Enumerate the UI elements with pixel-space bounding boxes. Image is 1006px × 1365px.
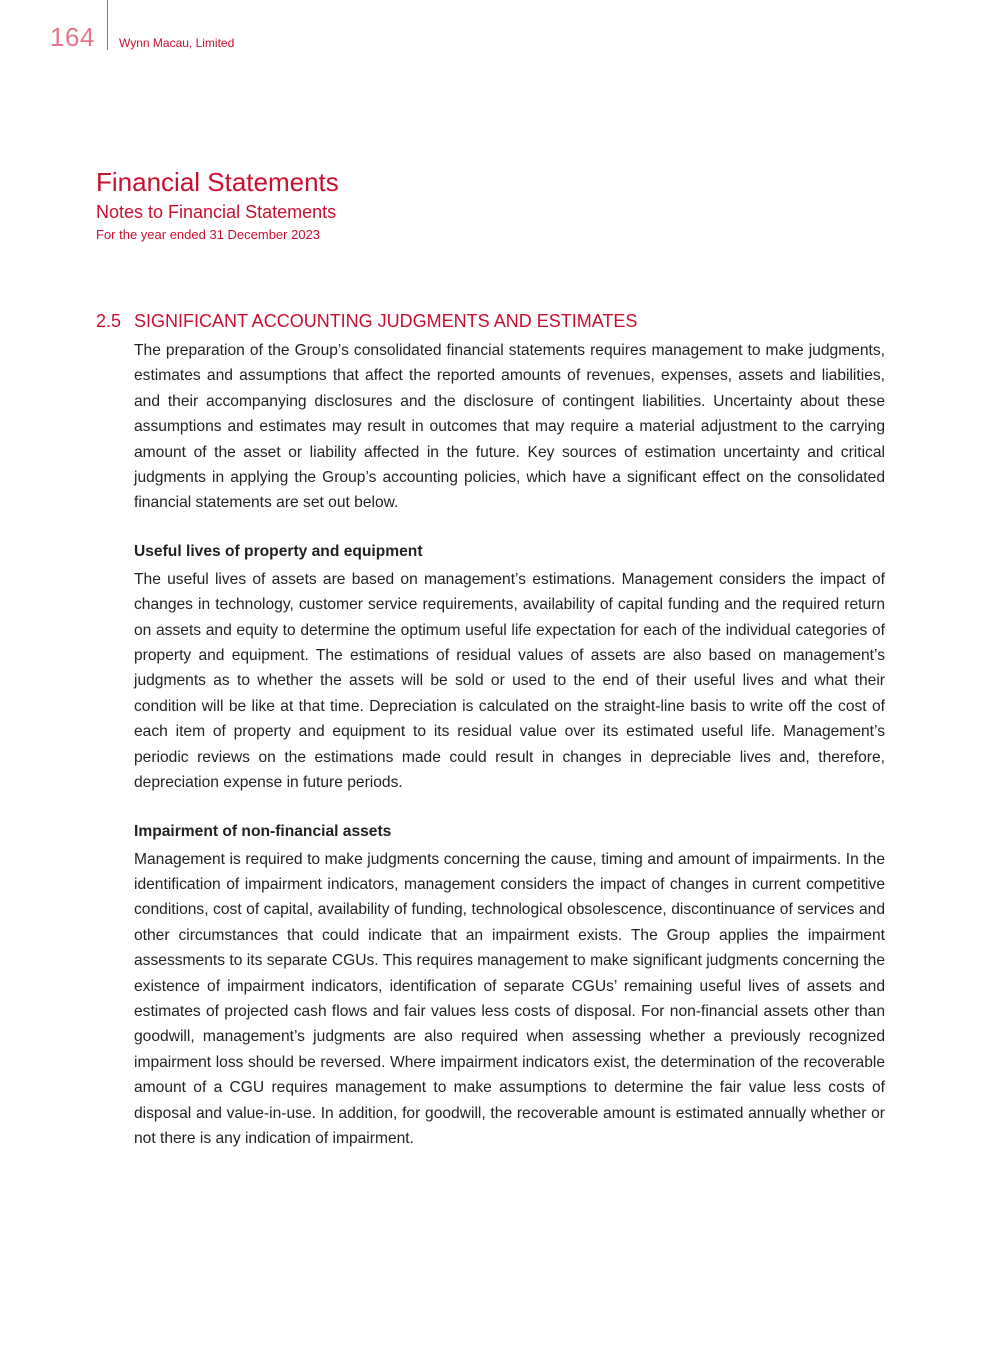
- section-2-5: [96, 310, 886, 1151]
- subheading-useful-lives: Useful lives of property and equipment: [134, 542, 423, 560]
- document-title: Financial Statements: [96, 167, 339, 197]
- paragraph-useful-lives: The useful lives of assets are based on management’s estimations. Management considers the impact of changes in technology, customer service requirements, availability of capital funding and the required return on assets and equity to determine the optimum useful life expectation for each of the individual categories of property and equipment. The estimations of residual values of assets are also based on management’s judgments as to whether the assets will be sold or used to the end of their useful lives and what their condition will be like at that time. Depreciation is calculated on the straight-line basis to write off the cost of each item of property and equipment to its residual value over its estimated useful life. Management’s periodic reviews on the estimations made could result in changes in depreciable lives and, therefore, depreciation expense in future periods.: [134, 570, 885, 792]
- header-divider: [107, 0, 108, 50]
- intro-paragraph: The preparation of the Group’s consolidated financial statements requires management to make judgments, estimates and assumptions that affect the reported amounts of revenues, expenses, assets and liabilities, and their accompanying disclosures and the disclosure of contingent liabilities. Uncertainty about these assumptions and estimates may result in outcomes that may require a material adjustment to the carrying amount of the asset or liability affected in the future. Key sources of estimation uncertainty and critical judgments in applying the Group’s accounting policies, which have a significant effect on the consolidated financial statements are set out below.: [134, 342, 885, 512]
- page-header: [0, 0, 1006, 60]
- section-heading: [96, 310, 886, 332]
- title-block: [96, 167, 696, 243]
- reporting-period: For the year ended 31 December 2023: [96, 227, 321, 242]
- section-number: 2.5: [96, 311, 122, 331]
- section-body: [134, 338, 885, 1151]
- subheading-impairment: Impairment of non-financial assets: [134, 822, 392, 840]
- document-subtitle: Notes to Financial Statements: [96, 202, 337, 222]
- paragraph-impairment: Management is required to make judgments concerning the cause, timing and amount of impairments. In the identification of impairment indicators, management considers the impact of changes in current competitive conditions, cost of capital, availability of funding, technological obsolescence, discontinuance of services and other circumstances that could indicate that an impairment exists. The Group applies the impairment assessments to its separate CGUs. This requires management to make significant judgments concerning the existence of impairment indicators, identification of separate CGUs’ remaining useful lives of assets and estimates of projected cash flows and fair values less costs of disposal. For non-financial assets other than goodwill, management’s judgments are also required when assessing whether a previously recognized impairment loss should be reversed. Where impairment indicators exist, the determination of the recoverable amount of a CGU requires management to make assumptions to determine the fair value less costs of disposal and value-in-use. In addition, for goodwill, the recoverable amount is estimated annually whether or not there is any indication of impairment.: [134, 850, 885, 1147]
- company-name: Wynn Macau, Limited: [119, 36, 235, 50]
- section-title: SIGNIFICANT ACCOUNTING JUDGMENTS AND ESTIMATES: [134, 311, 638, 331]
- page-number: 164: [50, 22, 95, 52]
